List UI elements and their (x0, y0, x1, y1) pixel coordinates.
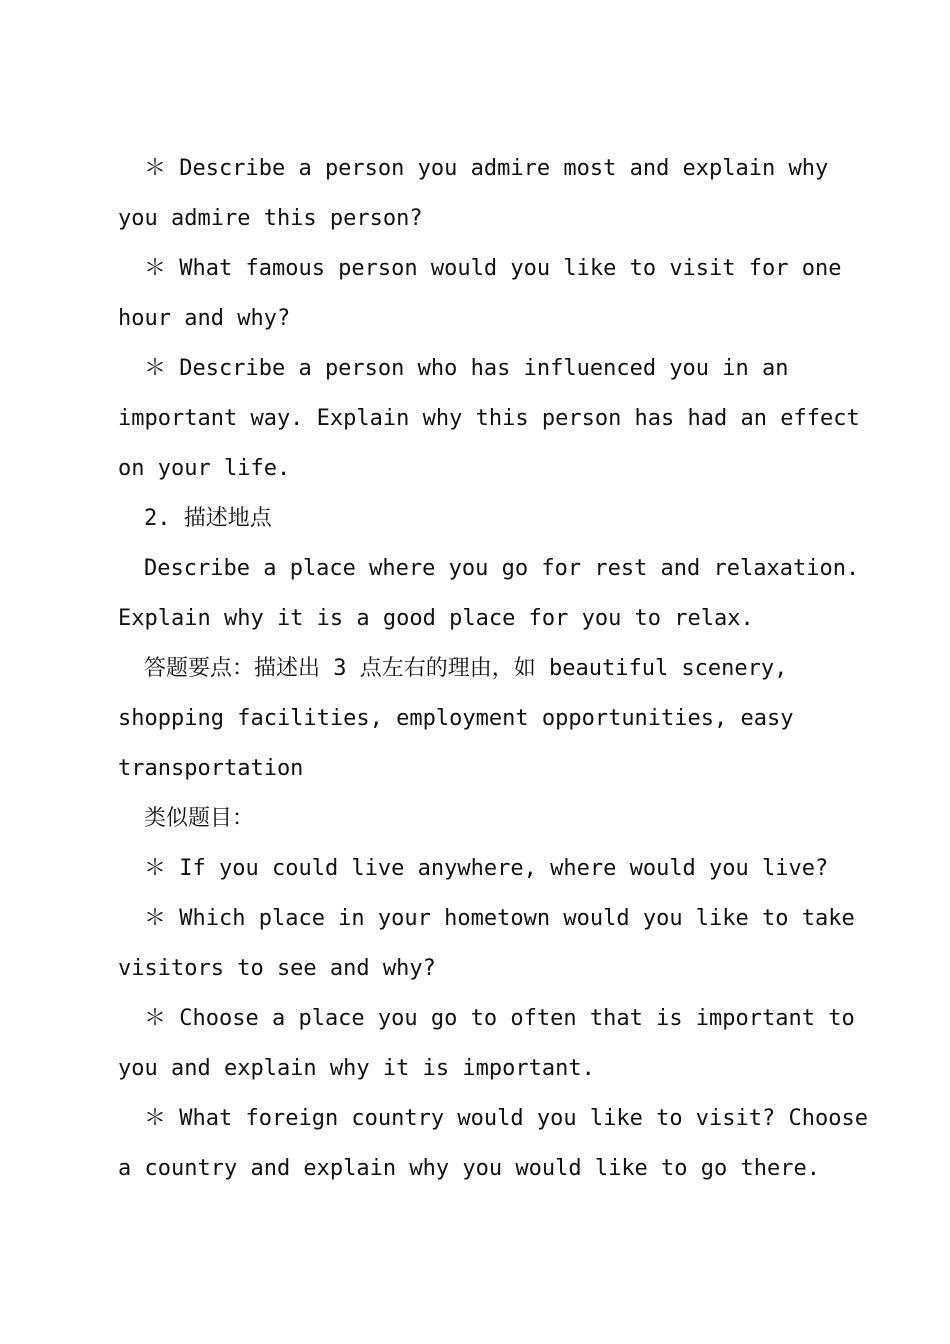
text-line: visitors to see and why? (118, 956, 436, 981)
text-line: ＊ What foreign country would you like to visit? Choose (144, 1106, 868, 1131)
text-line: shopping facilities, employment opportunities, easy (118, 706, 794, 731)
text-line: Explain why it is a good place for you to relax. (118, 606, 754, 631)
question-item-famous-person (118, 244, 842, 344)
answer-key-points (118, 644, 838, 794)
text-line: important way. Explain why this person has had an effect (118, 406, 860, 431)
question-item-foreign-country (118, 1094, 868, 1194)
text-line: you admire this person? (118, 206, 423, 231)
text-line: 答题要点：描述出 3 点左右的理由，如 beautiful scenery, (144, 656, 788, 681)
question-item-admire-person (118, 144, 838, 244)
text-line: ＊ Describe a person who has influenced you in an (144, 356, 789, 381)
text-line: 2. 描述地点 (144, 506, 272, 531)
text-line: a country and explain why you would like to go there. (118, 1156, 820, 1181)
text-line: on your life. (118, 456, 291, 481)
question-item-important-place (118, 994, 855, 1094)
question-item-influential-person (118, 344, 860, 494)
question-item-live-anywhere (118, 844, 838, 894)
text-line: ＊ What famous person would you like to visit for one (144, 256, 842, 281)
text-line: hour and why? (118, 306, 291, 331)
main-question-place (118, 544, 860, 644)
question-item-hometown-place (118, 894, 855, 994)
text-line: ＊ Which place in your hometown would you like to take (144, 906, 855, 931)
text-line: ＊ Describe a person you admire most and explain why (144, 156, 829, 181)
text-line: ＊ If you could live anywhere, where would you live? (144, 856, 829, 881)
text-line: ＊ Choose a place you go to often that is important to (144, 1006, 855, 1031)
similar-questions-label (118, 794, 838, 844)
text-line: transportation (118, 756, 304, 781)
section-heading-place (118, 494, 838, 544)
text-line: 类似题目： (144, 806, 255, 831)
text-line: you and explain why it is important. (118, 1056, 595, 1081)
text-line: Describe a place where you go for rest and relaxation. (144, 556, 860, 581)
document-body (118, 144, 868, 1194)
